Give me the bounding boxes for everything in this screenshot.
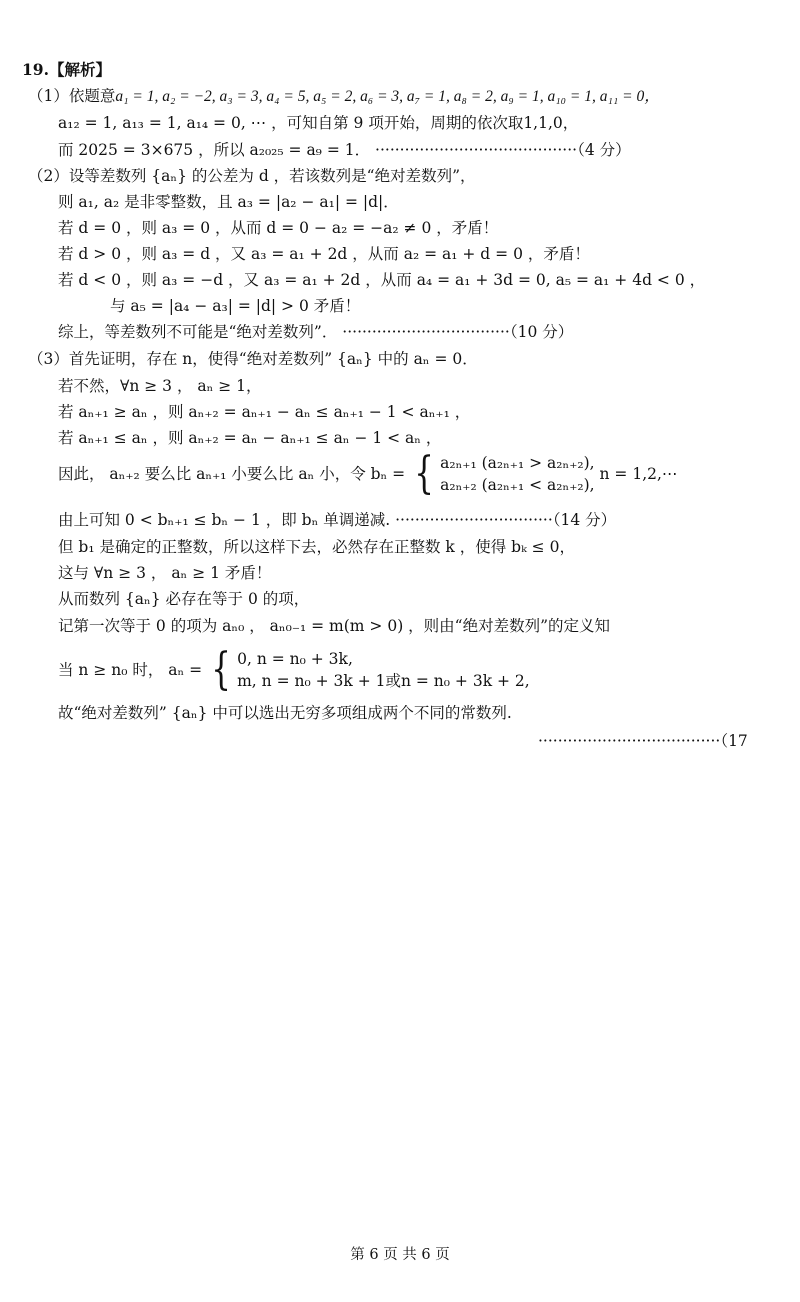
- an-case-2: m, n = n₀ + 3k + 1或n = n₀ + 3k + 2,: [237, 672, 530, 690]
- an-case-1: 0, n = n₀ + 3k,: [237, 650, 353, 668]
- part3-line10: 记第一次等于 0 的项为 aₙ₀ ， aₙ₀₋₁ = m(m > 0) ，则由“绝对差数列”的定义知: [58, 617, 611, 635]
- part3-score-14: （14 分）: [552, 511, 617, 529]
- part3-line9: 从而数列 {aₙ} 必存在等于 0 的项，: [58, 590, 310, 608]
- part2-leader-dots: ··································: [342, 323, 510, 341]
- part3-line8: 这与 ∀n ≥ 3 ， aₙ ≥ 1 矛盾！: [58, 564, 272, 582]
- part3-bn-definition: [58, 448, 678, 499]
- part3-line3: 若 aₙ₊₁ ≥ aₙ ，则 aₙ₊₂ = aₙ₊₁ − aₙ ≤ aₙ₊₁ − 1 < aₙ₊₁ ，: [58, 403, 471, 421]
- solution-title: 19.【解析】: [22, 60, 111, 79]
- part2-line2: 则 a₁, a₂ 是非零整数，且 a₃ = |a₂ − a₁| = |d|．: [58, 193, 399, 211]
- bn-cases: [440, 452, 594, 496]
- part3-line6: [58, 510, 616, 530]
- part1-leader-dots: ·········································: [375, 141, 578, 159]
- part1-line3: [58, 140, 631, 160]
- part3-line4: 若 aₙ₊₁ ≤ aₙ ，则 aₙ₊₂ = aₙ − aₙ₊₁ ≤ aₙ − 1 < aₙ ，: [58, 429, 442, 447]
- part2-line5: 若 d < 0 ，则 a₃ = −d ，又 a₃ = a₁ + 2d ，从而 a₄ = a₁ + 3d = 0, a₅ = a₁ + 4d < 0 ，: [58, 271, 706, 289]
- part3-line12: 故“绝对差数列” {aₙ} 中可以选出无穷多项组成两个不同的常数列.: [58, 704, 512, 722]
- part3-line7: 但 b₁ 是确定的正整数，所以这样下去，必然存在正整数 k ，使得 bₖ ≤ 0，: [58, 538, 575, 556]
- part3-an-prefix: 当 n ≥ n₀ 时， aₙ =: [58, 661, 203, 679]
- part2-line4: 若 d > 0 ，则 a₃ = d ，又 a₃ = a₁ + 2d ，从而 a₂ = a₁ + d = 0 ，矛盾！: [58, 245, 590, 263]
- part1-line1: [28, 86, 660, 107]
- part3-line1: （3）首先证明，存在 n，使得“绝对差数列” {aₙ} 中的 aₙ = 0．: [28, 350, 478, 368]
- left-brace-icon: {: [414, 448, 434, 499]
- part2-line6: 与 a₅ = |a₄ − a₃| = |d| > 0 矛盾！: [110, 297, 361, 315]
- bn-case-1: a₂ₙ₊₁ (a₂ₙ₊₁ > a₂ₙ₊₂),: [440, 454, 595, 472]
- part2-line7: [58, 322, 573, 342]
- part3-final-score-line: [538, 731, 748, 751]
- part3-an-definition: [58, 644, 530, 695]
- part3-monotonic: 由上可知 0 < bₙ₊₁ ≤ bₙ − 1 ，即 bₙ 单调递减.: [58, 511, 391, 529]
- part1-prefix: （1）依题意: [28, 87, 116, 105]
- part2-summary: 综上，等差数列不可能是“绝对差数列”．: [58, 323, 338, 341]
- part3-line2: 若不然，∀n ≥ 3 ， aₙ ≥ 1，: [58, 377, 262, 395]
- part2-score: （10 分）: [509, 323, 574, 341]
- part2-line1: （2）设等差数列 {aₙ} 的公差为 d ，若该数列是“绝对差数列”，: [28, 167, 476, 185]
- part3-final-dots: ·····································: [538, 732, 721, 750]
- part3-bn-prefix: 因此， aₙ₊₂ 要么比 aₙ₊₁ 小要么比 aₙ 小，令 bₙ =: [58, 465, 406, 483]
- left-brace-icon: {: [211, 644, 231, 695]
- part1-score: （4 分）: [577, 141, 631, 159]
- part1-sequence-values: a₁ = 1, a₂ = −2, a₃ = 3, a₄ = 5, a₅ = 2, a₆ = 3, a₇ = 1, a₈ = 2, a₉ = 1, a₁₀ = 1, a₁₁ = 0，: [115, 88, 660, 105]
- bn-case-2: a₂ₙ₊₂ (a₂ₙ₊₁ < a₂ₙ₊₂),: [440, 476, 595, 494]
- an-cases: [237, 648, 530, 692]
- part2-line3: 若 d = 0 ，则 a₃ = 0 ，从而 d = 0 − a₂ = −a₂ ≠ 0 ，矛盾！: [58, 219, 499, 237]
- part1-line2: a₁₂ = 1, a₁₃ = 1, a₁₄ = 0, ⋯ ，可知自第 9 项开始，周期的依次取1,1,0，: [58, 114, 579, 132]
- part3-final-score: （17: [720, 732, 748, 750]
- page-footer: 第 6 页 共 6 页: [350, 1247, 450, 1263]
- part3-bn-suffix: n = 1,2,⋯: [599, 465, 678, 483]
- part1-conclusion: 而 2025 = 3×675 ，所以 a₂₀₂₅ = a₉ = 1．: [58, 141, 371, 159]
- part3-leader-dots-14: ································: [395, 511, 553, 529]
